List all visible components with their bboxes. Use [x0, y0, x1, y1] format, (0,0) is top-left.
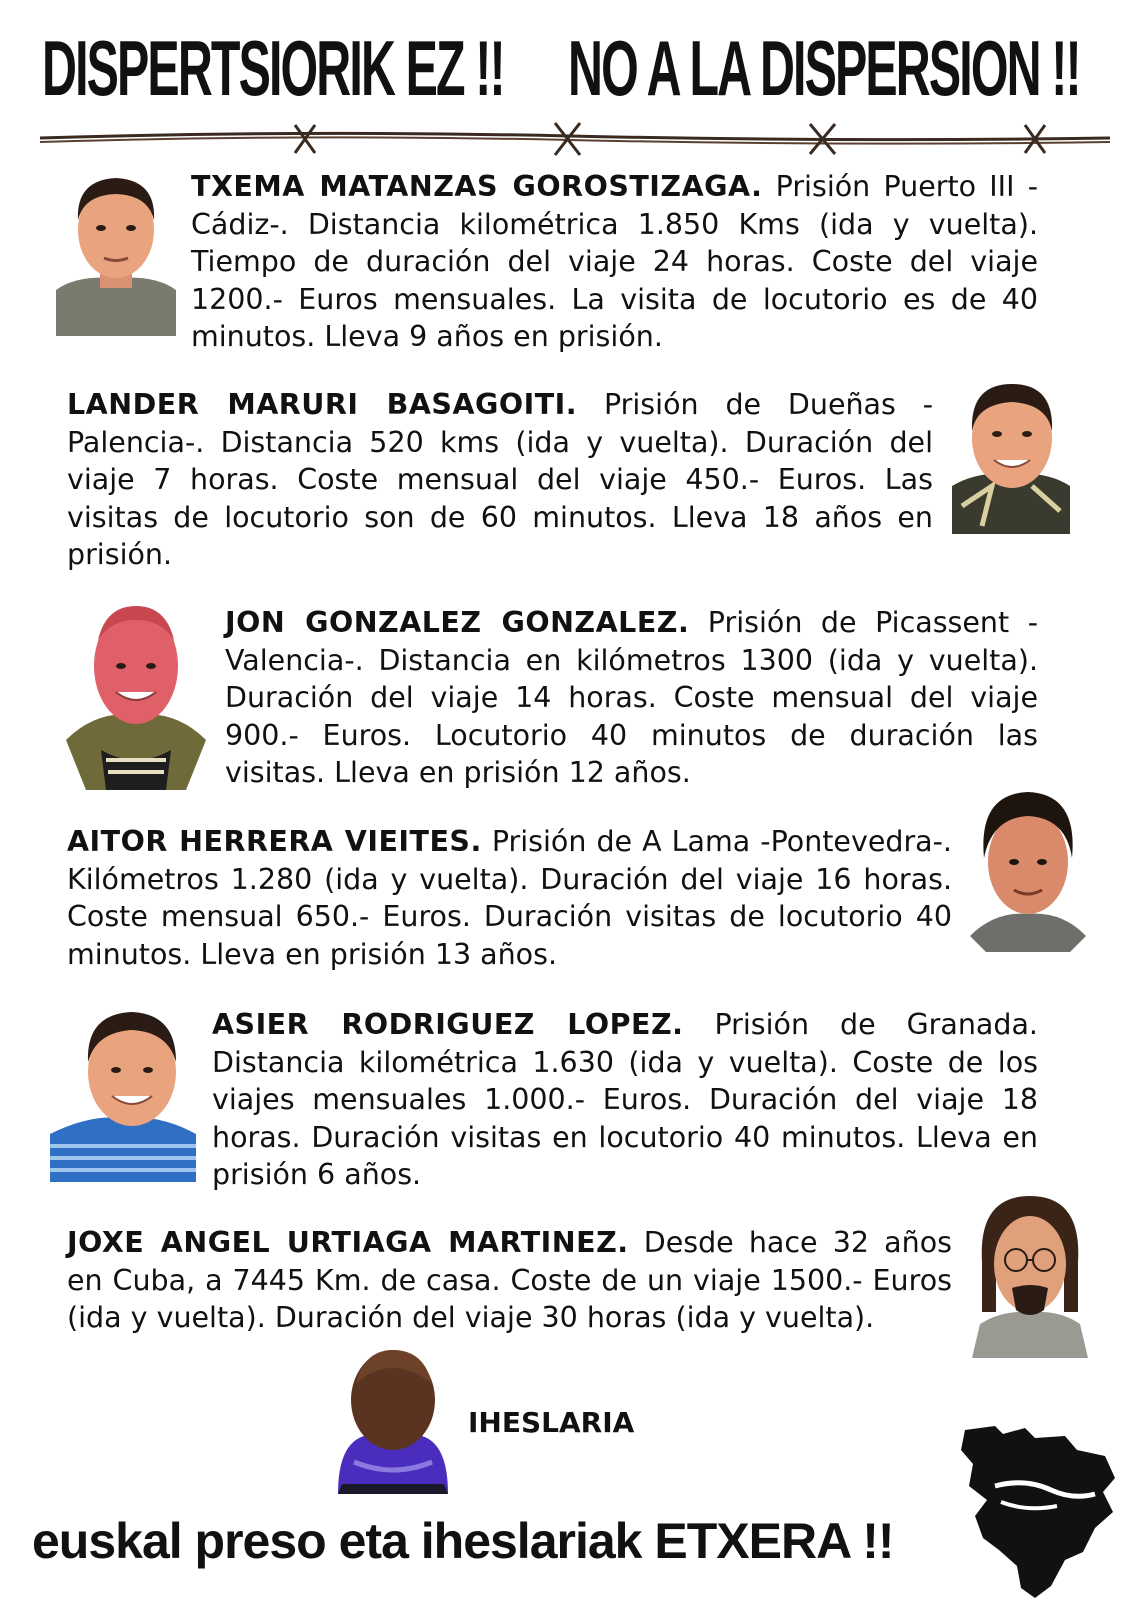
prisoner-entry-aitor — [67, 823, 952, 973]
prisoner-details: Desde hace 32 años en Cuba, a 7445 Km. de casa. Coste de un viaje 1500.- Euros (ida y vuelta). Duración del viaje 30 horas (ida y vuelta). — [67, 1226, 952, 1334]
poster-title — [0, 18, 1131, 128]
prisoner-entry-asier — [212, 1006, 1038, 1194]
prisoner-details: Prisión de Granada. Distancia kilométrica 1.630 (ida y vuelta). Coste de los viajes mensuales 1.000.- Euros. Duración del viaje 18 horas. Duración visitas en locutorio 40 minutos. Lleva en prisión 6 años. — [212, 1008, 1038, 1191]
prisoner-photo-asier — [50, 1006, 196, 1182]
prisoner-name: JOXE ANGEL URTIAGA MARTINEZ. — [67, 1226, 629, 1259]
prisoner-entry-jon — [225, 604, 1038, 792]
prisoner-entry-txema — [191, 168, 1038, 356]
prisoner-entry-joxe-angel — [67, 1224, 952, 1337]
prisoner-details: Prisión Puerto III -Cádiz-. Distancia kilométrica 1.850 Kms (ida y vuelta). Tiempo de duración del viaje 24 horas. Coste del viaje 1200.- Euros mensuales. La visita de locutorio es de 40 minutos. Lleva 9 años en prisión. — [191, 170, 1038, 353]
prisoner-name: LANDER MARURI BASAGOITI. — [67, 388, 578, 421]
prisoner-details: Prisión de A Lama -Pontevedra-. Kilómetros 1.280 (ida y vuelta). Duración del viaje 16 horas. Coste mensual 650.- Euros. Duración visitas de locutorio 40 minutos. Lleva en prisión 13 años. — [67, 825, 952, 971]
prisoner-name: TXEMA MATANZAS GOROSTIZAGA. — [191, 170, 763, 203]
prisoner-name: JON GONZALEZ GONZALEZ. — [225, 606, 690, 639]
prisoner-details: Prisión de Dueñas -Palencia-. Distancia 520 kms (ida y vuelta). Duración del viaje 7 horas. Coste mensual del viaje 450.- Euros. Las visitas de locutorio son de 60 minutos. Lleva 18 años en prisión. — [67, 388, 934, 571]
prisoner-name: ASIER RODRIGUEZ LOPEZ. — [212, 1008, 684, 1041]
fugitive-label: IHESLARIA — [468, 1406, 635, 1439]
prisoner-entry-lander — [67, 386, 933, 574]
prisoner-photo-lander — [952, 376, 1070, 534]
prisoner-details: Prisión de Picassent -Valencia-. Distancia en kilómetros 1300 (ida y vuelta). Duración del viaje 14 horas. Coste mensual del viaje 900.- Euros. Locutorio 40 minutos de duración las visitas. Lleva en prisión 12 años. — [225, 606, 1038, 789]
basque-country-map-icon — [955, 1420, 1125, 1600]
fugitive-silhouette-icon — [334, 1344, 452, 1494]
prisoner-photo-jon — [66, 600, 206, 790]
footer-slogan: euskal preso eta iheslariak ETXERA !! — [32, 1513, 894, 1569]
prisoner-photo-aitor — [970, 786, 1086, 952]
title-spanish: NO A LA DISPERSION !! — [568, 24, 1080, 112]
prisoner-photo-joxe-angel — [972, 1192, 1088, 1358]
barbed-wire-icon — [40, 120, 1110, 160]
title-basque: DISPERTSIORIK EZ !! — [42, 24, 504, 112]
prisoner-photo-txema — [56, 160, 176, 336]
prisoner-name: AITOR HERRERA VIEITES. — [67, 825, 482, 858]
